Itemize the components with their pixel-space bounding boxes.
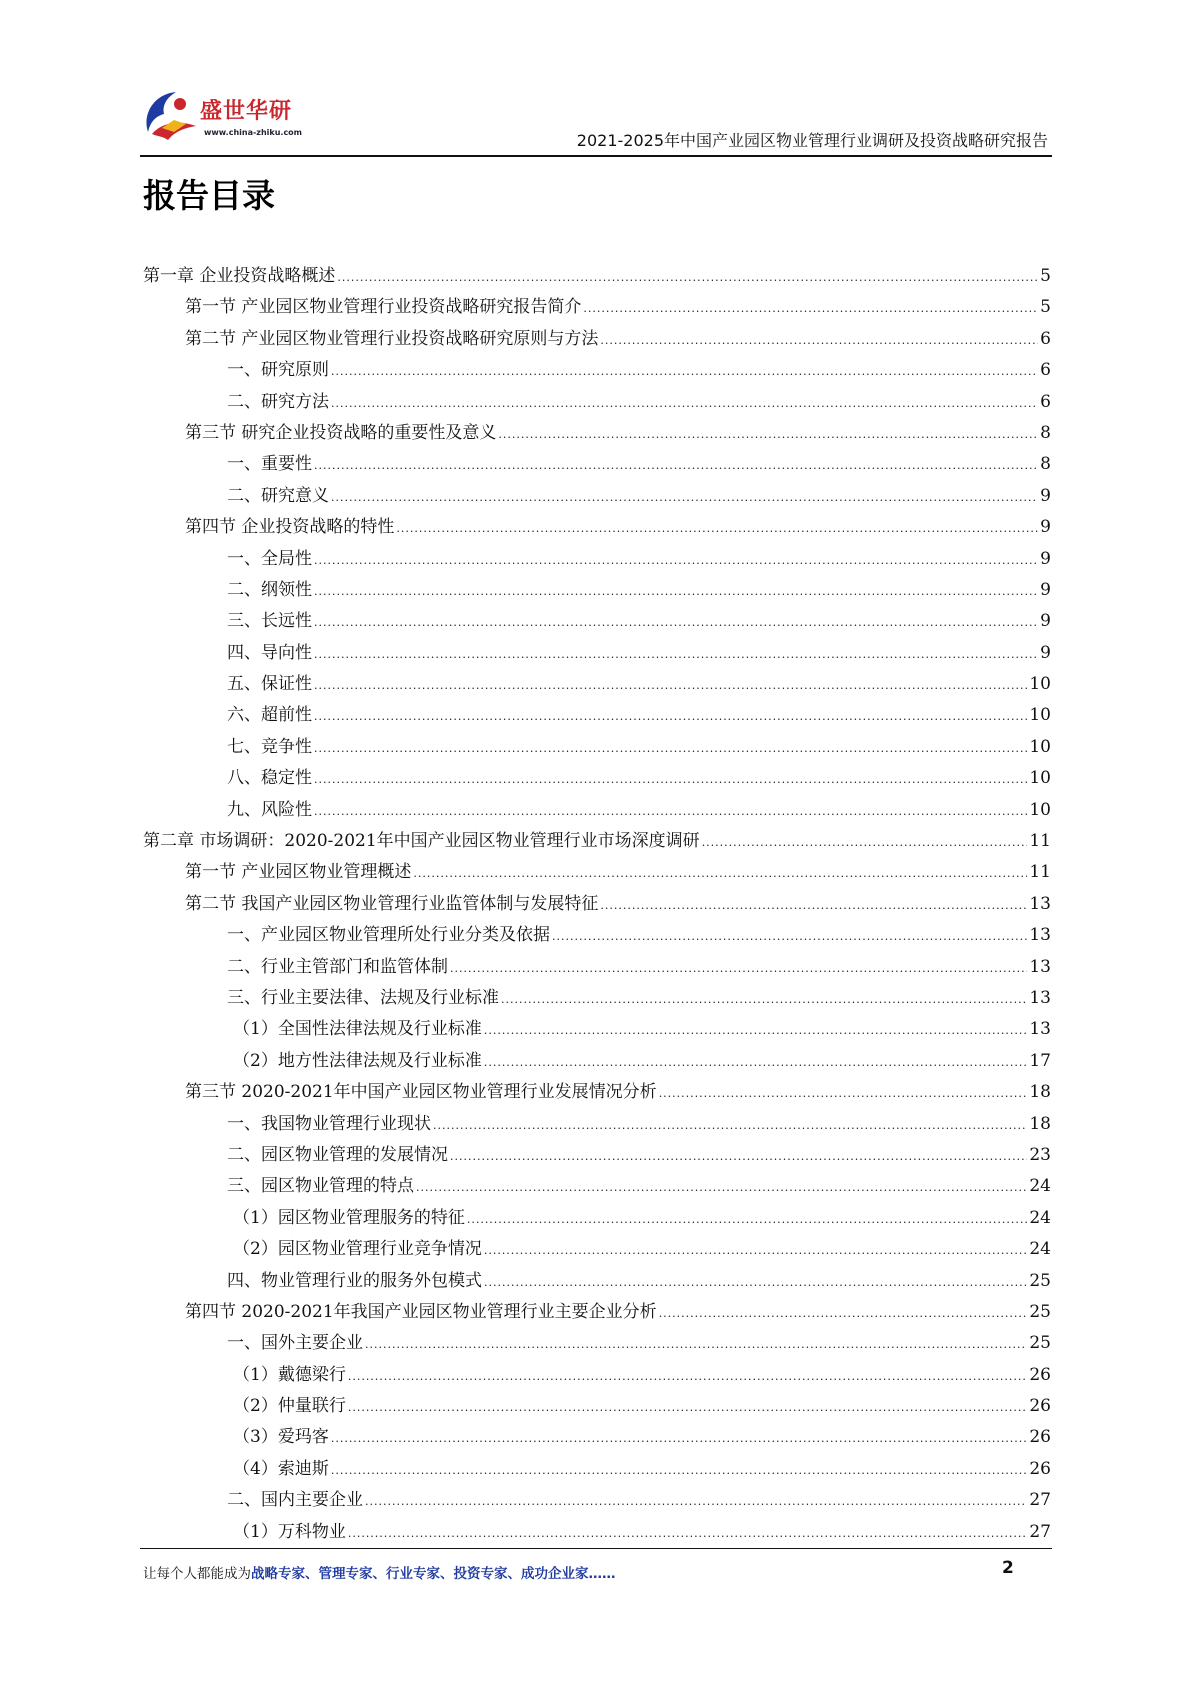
toc-entry-label: 第一节 产业园区物业管理行业投资战略研究报告简介 <box>185 297 582 318</box>
toc-leader-dots <box>314 554 1038 567</box>
toc-entry[interactable] <box>143 1109 1051 1140</box>
toc-entry-page: 26 <box>1029 1364 1051 1385</box>
toc-entry-label: 四、导向性 <box>227 642 312 663</box>
toc-leader-dots <box>450 1150 1027 1163</box>
toc-entry[interactable] <box>143 732 1051 763</box>
toc-entry[interactable] <box>143 1234 1051 1265</box>
toc-entry-label: 一、产业园区物业管理所处行业分类及依据 <box>227 925 550 946</box>
toc-entry-page: 9 <box>1040 485 1051 506</box>
toc-leader-dots <box>484 1244 1028 1257</box>
toc-entry-page: 24 <box>1029 1239 1051 1260</box>
toc-leader-dots <box>484 1276 1027 1289</box>
toc-entry-label: （1）戴德梁行 <box>233 1364 346 1385</box>
toc-leader-dots <box>331 1464 1028 1477</box>
toc-entry-page: 10 <box>1029 799 1051 820</box>
toc-entry[interactable] <box>143 1485 1051 1516</box>
footer-slogan-highlight: 战略专家、管理专家、行业专家、投资专家、成功企业家…… <box>251 1566 616 1582</box>
toc-leader-dots <box>659 1087 1028 1100</box>
toc-entry-label: 三、行业主要法律、法规及行业标准 <box>227 987 499 1008</box>
toc-entry-page: 25 <box>1029 1333 1051 1354</box>
toc-leader-dots <box>331 397 1038 410</box>
toc-entry[interactable] <box>143 952 1051 983</box>
toc-entry-label: 二、研究意义 <box>227 485 329 506</box>
toc-entry-label: 三、长远性 <box>227 611 312 632</box>
toc-entry[interactable] <box>143 1360 1051 1391</box>
toc-entry[interactable] <box>143 606 1051 637</box>
header-divider <box>140 155 1052 157</box>
toc-entry-label: 二、行业主管部门和监管体制 <box>227 956 448 977</box>
toc-entry-page: 10 <box>1029 674 1051 695</box>
logo-name: 盛世华研 <box>200 99 293 124</box>
footer-divider <box>140 1548 1052 1549</box>
logo-emblem-icon <box>140 84 202 146</box>
toc-entry[interactable] <box>143 324 1051 355</box>
toc-entry-page: 13 <box>1029 893 1051 914</box>
toc-leader-dots <box>348 1370 1028 1383</box>
toc-entry[interactable] <box>143 261 1051 292</box>
toc-leader-dots <box>314 773 1027 786</box>
toc-leader-dots <box>314 710 1027 723</box>
toc-entry-label: 八、稳定性 <box>227 768 312 789</box>
toc-entry-page: 10 <box>1029 768 1051 789</box>
toc-leader-dots <box>702 836 1028 849</box>
toc-entry-label: 第二节 我国产业园区物业管理行业监管体制与发展特征 <box>185 893 599 914</box>
toc-entry[interactable] <box>143 355 1051 386</box>
toc-entry-page: 6 <box>1040 391 1051 412</box>
toc-entry[interactable] <box>143 700 1051 731</box>
toc-leader-dots <box>331 365 1038 378</box>
table-of-contents <box>143 261 1051 1548</box>
toc-entry[interactable] <box>143 1077 1051 1108</box>
footer-slogan-prefix: 让每个人都能成为 <box>143 1566 251 1582</box>
toc-entry-label: 第一章 企业投资战略概述 <box>143 266 336 286</box>
toc-entry[interactable] <box>143 983 1051 1014</box>
toc-entry[interactable] <box>143 795 1051 826</box>
toc-entry-label: （2）园区物业管理行业竞争情况 <box>233 1239 482 1260</box>
toc-entry-label: 五、保证性 <box>227 674 312 695</box>
footer-slogan <box>143 1562 616 1582</box>
toc-entry-page: 9 <box>1040 548 1051 569</box>
toc-leader-dots <box>314 679 1027 692</box>
toc-leader-dots <box>331 491 1038 504</box>
toc-leader-dots <box>365 1495 1027 1508</box>
toc-entry-label: （2）仲量联行 <box>233 1396 346 1417</box>
toc-entry[interactable] <box>143 826 1051 857</box>
toc-entry-label: 九、风险性 <box>227 799 312 820</box>
toc-leader-dots <box>331 1432 1028 1445</box>
company-logo <box>140 84 340 150</box>
toc-entry-label: 七、竞争性 <box>227 736 312 757</box>
toc-entry-label: 一、重要性 <box>227 454 312 475</box>
toc-entry-page: 6 <box>1040 360 1051 381</box>
toc-entry[interactable] <box>143 1266 1051 1297</box>
toc-leader-dots <box>314 616 1038 629</box>
toc-entry-page: 25 <box>1029 1301 1051 1322</box>
toc-entry-page: 5 <box>1040 266 1051 286</box>
toc-entry-page: 26 <box>1029 1396 1051 1417</box>
toc-entry-label: （2）地方性法律法规及行业标准 <box>233 1050 482 1071</box>
toc-entry[interactable] <box>143 763 1051 794</box>
toc-entry-page: 9 <box>1040 642 1051 663</box>
toc-entry-label: 第四节 企业投资战略的特性 <box>185 517 395 538</box>
toc-entry[interactable] <box>143 292 1051 323</box>
toc-entry-page: 8 <box>1040 422 1051 443</box>
toc-entry-page: 5 <box>1040 297 1051 318</box>
toc-entry[interactable] <box>143 1328 1051 1359</box>
toc-entry[interactable] <box>143 1517 1051 1548</box>
toc-leader-dots <box>600 334 1038 347</box>
toc-entry-label: 三、园区物业管理的特点 <box>227 1176 414 1197</box>
toc-entry-label: 第二章 市场调研：2020-2021年中国产业园区物业管理行业市场深度调研 <box>143 831 700 852</box>
toc-leader-dots <box>498 428 1038 441</box>
toc-entry-page: 13 <box>1029 956 1051 977</box>
toc-entry-label: 一、全局性 <box>227 548 312 569</box>
toc-leader-dots <box>583 302 1038 315</box>
toc-leader-dots <box>484 1056 1028 1069</box>
document-title: 2021-2025年中国产业园区物业管理行业调研及投资战略研究报告 <box>576 131 1048 150</box>
toc-leader-dots <box>467 1213 1028 1226</box>
toc-entry-label: 二、国内主要企业 <box>227 1490 363 1511</box>
toc-entry-label: （3）爱玛客 <box>233 1427 329 1448</box>
toc-leader-dots <box>433 1119 1027 1132</box>
toc-entry-page: 27 <box>1029 1490 1051 1511</box>
page-number: 2 <box>1002 1558 1014 1578</box>
toc-entry[interactable] <box>143 1014 1051 1045</box>
toc-entry-page: 24 <box>1029 1176 1051 1197</box>
toc-leader-dots <box>552 930 1027 943</box>
toc-entry-label: 一、国外主要企业 <box>227 1333 363 1354</box>
toc-entry[interactable] <box>143 920 1051 951</box>
toc-entry-label: 第三节 研究企业投资战略的重要性及意义 <box>185 422 497 443</box>
toc-entry[interactable] <box>143 1140 1051 1171</box>
toc-entry[interactable] <box>143 1454 1051 1485</box>
toc-leader-dots <box>450 962 1027 975</box>
toc-entry[interactable] <box>143 669 1051 700</box>
toc-leader-dots <box>396 522 1038 535</box>
toc-entry-page: 13 <box>1029 925 1051 946</box>
page-title: 报告目录 <box>143 176 275 215</box>
toc-leader-dots <box>365 1338 1027 1351</box>
toc-leader-dots <box>413 867 1027 880</box>
toc-entry-page: 10 <box>1029 736 1051 757</box>
toc-entry[interactable] <box>143 481 1051 512</box>
toc-entry-label: 二、园区物业管理的发展情况 <box>227 1144 448 1165</box>
toc-entry[interactable] <box>143 544 1051 575</box>
toc-leader-dots <box>348 1527 1028 1540</box>
toc-entry[interactable] <box>143 387 1051 418</box>
toc-entry-label: （4）索迪斯 <box>233 1458 329 1479</box>
toc-entry[interactable] <box>143 512 1051 543</box>
toc-leader-dots <box>484 1024 1028 1037</box>
toc-leader-dots <box>314 805 1027 818</box>
toc-entry[interactable] <box>143 1422 1051 1453</box>
toc-entry-page: 8 <box>1040 454 1051 475</box>
page-header <box>140 78 1052 160</box>
toc-entry[interactable] <box>143 1046 1051 1077</box>
toc-entry-page: 24 <box>1029 1207 1051 1228</box>
toc-leader-dots <box>501 993 1027 1006</box>
toc-entry-page: 9 <box>1040 579 1051 600</box>
toc-entry-page: 10 <box>1029 705 1051 726</box>
toc-leader-dots <box>314 585 1038 598</box>
toc-entry-page: 23 <box>1029 1144 1051 1165</box>
toc-entry[interactable] <box>143 857 1051 888</box>
toc-leader-dots <box>348 1401 1028 1414</box>
toc-entry[interactable] <box>143 449 1051 480</box>
toc-entry-label: （1）园区物业管理服务的特征 <box>233 1207 465 1228</box>
toc-entry-label: （1）万科物业 <box>233 1521 346 1542</box>
toc-entry-label: 四、物业管理行业的服务外包模式 <box>227 1270 482 1291</box>
toc-entry[interactable] <box>143 1171 1051 1202</box>
toc-entry-page: 13 <box>1029 987 1051 1008</box>
toc-entry[interactable] <box>143 418 1051 449</box>
toc-entry-page: 6 <box>1040 328 1051 349</box>
toc-leader-dots <box>337 271 1038 284</box>
toc-entry-page: 9 <box>1040 517 1051 538</box>
toc-entry-page: 27 <box>1029 1521 1051 1542</box>
toc-entry-label: 第四节 2020-2021年我国产业园区物业管理行业主要企业分析 <box>185 1301 657 1322</box>
toc-entry[interactable] <box>143 1203 1051 1234</box>
toc-entry-page: 11 <box>1029 831 1051 852</box>
toc-entry-label: 一、研究原则 <box>227 360 329 381</box>
toc-leader-dots <box>314 648 1038 661</box>
toc-entry-label: 六、超前性 <box>227 705 312 726</box>
toc-entry-page: 9 <box>1040 611 1051 632</box>
toc-entry[interactable] <box>143 1391 1051 1422</box>
toc-entry[interactable] <box>143 575 1051 606</box>
toc-leader-dots <box>314 742 1027 755</box>
toc-leader-dots <box>600 899 1027 912</box>
toc-entry-label: 二、研究方法 <box>227 391 329 412</box>
toc-entry-page: 18 <box>1029 1113 1051 1134</box>
toc-entry-page: 25 <box>1029 1270 1051 1291</box>
toc-entry-page: 26 <box>1029 1427 1051 1448</box>
toc-leader-dots <box>314 459 1038 472</box>
toc-entry-label: 第二节 产业园区物业管理行业投资战略研究原则与方法 <box>185 328 599 349</box>
toc-entry-page: 17 <box>1029 1050 1051 1071</box>
toc-entry-label: 第一节 产业园区物业管理概述 <box>185 862 412 883</box>
toc-leader-dots <box>659 1307 1028 1320</box>
toc-entry-label: 二、纲领性 <box>227 579 312 600</box>
toc-entry-label: （1）全国性法律法规及行业标准 <box>233 1019 482 1040</box>
toc-entry-page: 11 <box>1029 862 1051 883</box>
toc-entry-page: 18 <box>1029 1082 1051 1103</box>
toc-entry-label: 一、我国物业管理行业现状 <box>227 1113 431 1134</box>
toc-entry[interactable] <box>143 1297 1051 1328</box>
toc-entry-page: 26 <box>1029 1458 1051 1479</box>
toc-entry[interactable] <box>143 889 1051 920</box>
toc-entry-label: 第三节 2020-2021年中国产业园区物业管理行业发展情况分析 <box>185 1082 657 1103</box>
toc-entry-page: 13 <box>1029 1019 1051 1040</box>
toc-leader-dots <box>416 1181 1027 1194</box>
logo-url: www.china-zhiku.com <box>204 128 303 137</box>
toc-entry[interactable] <box>143 638 1051 669</box>
